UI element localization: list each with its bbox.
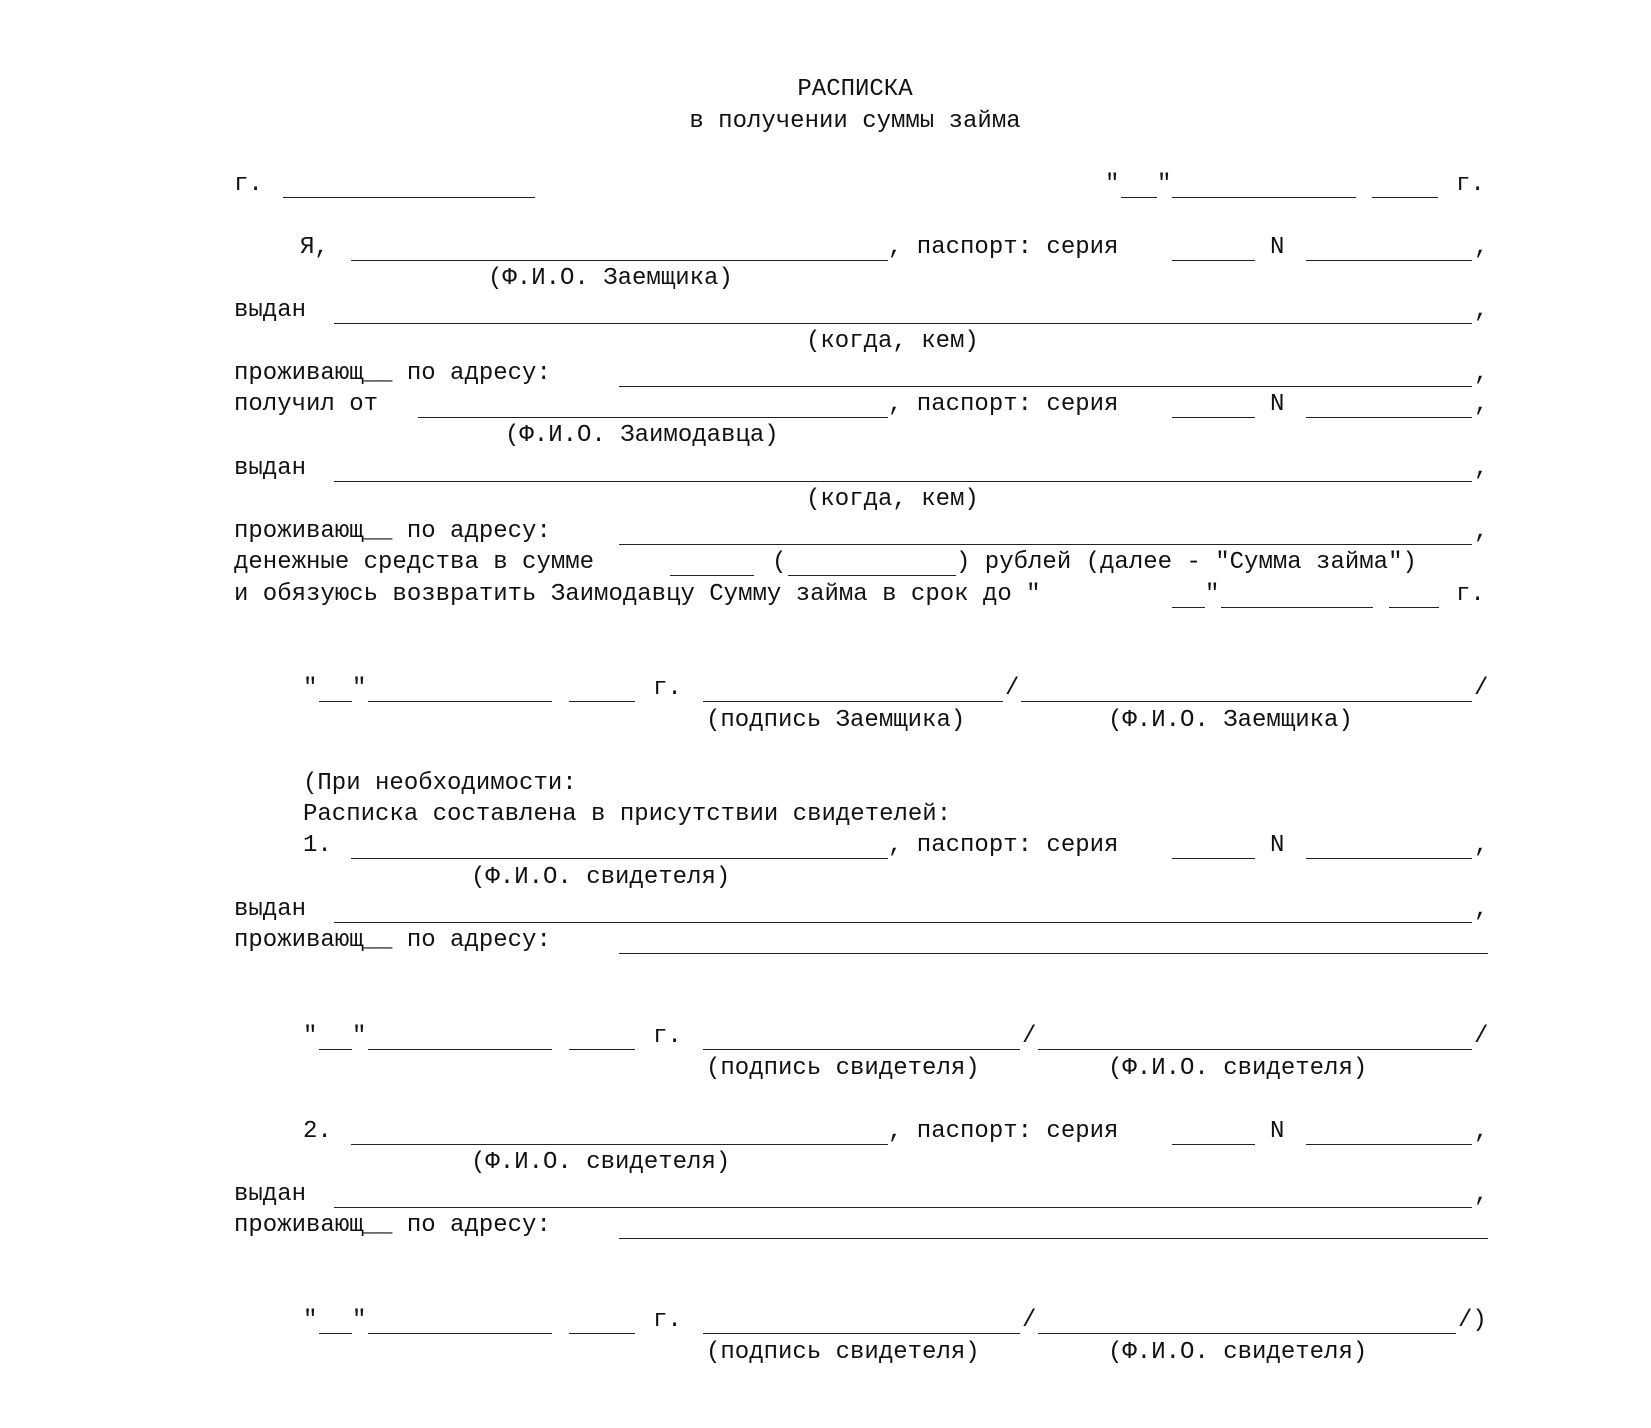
lender-issued-caption: (когда, кем) (806, 486, 979, 513)
witness2-signature-field[interactable] (703, 1333, 1020, 1334)
repay-day-field[interactable] (1172, 607, 1205, 608)
date-open-quote: " (1105, 171, 1120, 198)
lender-number-label: N (1270, 391, 1285, 418)
lender-address-comma: , (1474, 518, 1489, 545)
funds-label: денежные средства в сумме (234, 549, 595, 576)
borrower-comma: , (1474, 234, 1489, 261)
borrower-sig-close-quote: " (352, 675, 367, 702)
witness1-address-label: проживающ__ по адресу: (234, 927, 551, 954)
witness1-passport-label: , паспорт: серия (888, 832, 1119, 859)
lender-passport-label: , паспорт: серия (888, 391, 1119, 418)
lender-issued-comma: , (1474, 455, 1489, 482)
witness2-issued-comma: , (1474, 1181, 1489, 1208)
lender-issued-field[interactable] (334, 481, 1472, 482)
amount-digits-field[interactable] (670, 575, 754, 576)
borrower-issued-comma: , (1474, 297, 1489, 324)
borrower-sig-month-field[interactable] (368, 701, 552, 702)
witness1-number: 1. (303, 832, 332, 859)
amount-words-field[interactable] (788, 575, 956, 576)
lender-passport-series-field[interactable] (1172, 417, 1255, 418)
witness1-passport-number-field[interactable] (1306, 858, 1472, 859)
witness2-number-label: N (1270, 1118, 1285, 1145)
borrower-signature-caption: (подпись Заемщика) (706, 707, 966, 734)
witness1-sig-end: / (1474, 1023, 1489, 1050)
date-month-field[interactable] (1172, 197, 1356, 198)
document-title: РАСПИСКА (797, 76, 913, 103)
witness2-name-caption: (Ф.И.О. свидетеля) (471, 1149, 731, 1176)
lender-name-caption: (Ф.И.О. Заимодавца) (505, 422, 779, 449)
borrower-sig-name-caption: (Ф.И.О. Заемщика) (1108, 707, 1353, 734)
witnesses-note-line1: (При необходимости: (303, 770, 577, 797)
witness1-comma: , (1474, 832, 1489, 859)
date-day-field[interactable] (1121, 197, 1157, 198)
borrower-issued-caption: (когда, кем) (806, 328, 979, 355)
witness2-sig-year-field[interactable] (569, 1333, 635, 1334)
borrower-sig-year-field[interactable] (569, 701, 635, 702)
amount-paren-close-text: ) рублей (далее - "Сумма займа") (956, 549, 1417, 576)
repay-year-suffix: г. (1456, 581, 1485, 608)
obligation-text: и обязуюсь возвратить Заимодавцу Сумму займа в срок до " (234, 581, 1041, 608)
borrower-issued-field[interactable] (334, 323, 1472, 324)
document-subtitle: в получении суммы займа (689, 108, 1021, 135)
witness2-sig-year-suffix: г. (653, 1307, 682, 1334)
date-year-suffix: г. (1456, 171, 1485, 198)
lender-name-field[interactable] (418, 417, 888, 418)
borrower-passport-label: , паспорт: серия (888, 234, 1119, 261)
borrower-address-comma: , (1474, 360, 1489, 387)
witness1-name-caption: (Ф.И.О. свидетеля) (471, 864, 731, 891)
borrower-passport-number-field[interactable] (1306, 260, 1472, 261)
witness1-signature-field[interactable] (703, 1049, 1020, 1050)
witness1-issued-comma: , (1474, 896, 1489, 923)
witness2-number: 2. (303, 1118, 332, 1145)
lender-address-field[interactable] (619, 544, 1472, 545)
witness1-sig-day-field[interactable] (319, 1049, 352, 1050)
borrower-name-field[interactable] (351, 260, 888, 261)
witness1-issued-field[interactable] (334, 922, 1472, 923)
witness1-passport-series-field[interactable] (1172, 858, 1255, 859)
lender-comma: , (1474, 391, 1489, 418)
repay-month-field[interactable] (1221, 607, 1373, 608)
witness2-sig-open-quote: " (303, 1307, 318, 1334)
witness2-signature-caption: (подпись свидетеля) (706, 1339, 980, 1366)
borrower-sig-name-field[interactable] (1021, 701, 1472, 702)
witness2-name-field[interactable] (351, 1144, 888, 1145)
witness2-passport-number-field[interactable] (1306, 1144, 1472, 1145)
witness2-sig-slash: / (1022, 1307, 1037, 1334)
witness1-address-field[interactable] (619, 953, 1488, 954)
witness1-sig-close-quote: " (352, 1023, 367, 1050)
repay-year-field[interactable] (1389, 607, 1439, 608)
amount-paren-open: ( (772, 549, 787, 576)
lender-received-label: получил от (234, 391, 379, 418)
witness2-sig-name-field[interactable] (1038, 1333, 1456, 1334)
witness2-comma: , (1474, 1118, 1489, 1145)
witness2-issued-field[interactable] (334, 1207, 1472, 1208)
witness2-sig-day-field[interactable] (319, 1333, 352, 1334)
borrower-issued-label: выдан (234, 297, 307, 324)
repay-close-quote: " (1205, 581, 1220, 608)
witness1-sig-open-quote: " (303, 1023, 318, 1050)
witness2-sig-name-caption: (Ф.И.О. свидетеля) (1108, 1339, 1368, 1366)
witness1-sig-slash: / (1022, 1023, 1037, 1050)
witness1-sig-name-field[interactable] (1038, 1049, 1472, 1050)
borrower-sig-year-suffix: г. (653, 675, 682, 702)
city-field[interactable] (283, 197, 535, 198)
borrower-intro: Я, (300, 234, 329, 261)
borrower-sig-open-quote: " (303, 675, 318, 702)
borrower-number-label: N (1270, 234, 1285, 261)
borrower-passport-series-field[interactable] (1172, 260, 1255, 261)
witness2-address-field[interactable] (619, 1238, 1488, 1239)
witness1-sig-year-suffix: г. (653, 1023, 682, 1050)
witness2-passport-series-field[interactable] (1172, 1144, 1255, 1145)
witness1-sig-month-field[interactable] (368, 1049, 552, 1050)
borrower-signature-field[interactable] (703, 701, 1003, 702)
borrower-address-field[interactable] (619, 386, 1472, 387)
witnesses-note-line2: Расписка составлена в присутствии свидетелей: (303, 801, 952, 828)
witness2-sig-month-field[interactable] (368, 1333, 552, 1334)
borrower-sig-end-slash: / (1474, 675, 1489, 702)
borrower-address-label: проживающ__ по адресу: (234, 360, 551, 387)
witness2-passport-label: , паспорт: серия (888, 1118, 1119, 1145)
witness2-issued-label: выдан (234, 1181, 307, 1208)
witness1-signature-caption: (подпись свидетеля) (706, 1055, 980, 1082)
city-prefix: г. (234, 171, 263, 198)
witness1-sig-year-field[interactable] (569, 1049, 635, 1050)
lender-address-label: проживающ__ по адресу: (234, 518, 551, 545)
witness2-address-label: проживающ__ по адресу: (234, 1212, 551, 1239)
lender-passport-number-field[interactable] (1306, 417, 1472, 418)
date-year-field[interactable] (1372, 197, 1438, 198)
witness2-sig-end: /) (1458, 1307, 1487, 1334)
date-close-quote: " (1157, 171, 1172, 198)
witness1-sig-name-caption: (Ф.И.О. свидетеля) (1108, 1055, 1368, 1082)
witness1-issued-label: выдан (234, 896, 307, 923)
borrower-name-caption: (Ф.И.О. Заемщика) (488, 265, 733, 292)
witness2-sig-close-quote: " (352, 1307, 367, 1334)
witness1-number-label: N (1270, 832, 1285, 859)
lender-issued-label: выдан (234, 455, 307, 482)
witness1-name-field[interactable] (351, 858, 888, 859)
borrower-sig-day-field[interactable] (319, 701, 352, 702)
borrower-sig-slash: / (1005, 675, 1020, 702)
